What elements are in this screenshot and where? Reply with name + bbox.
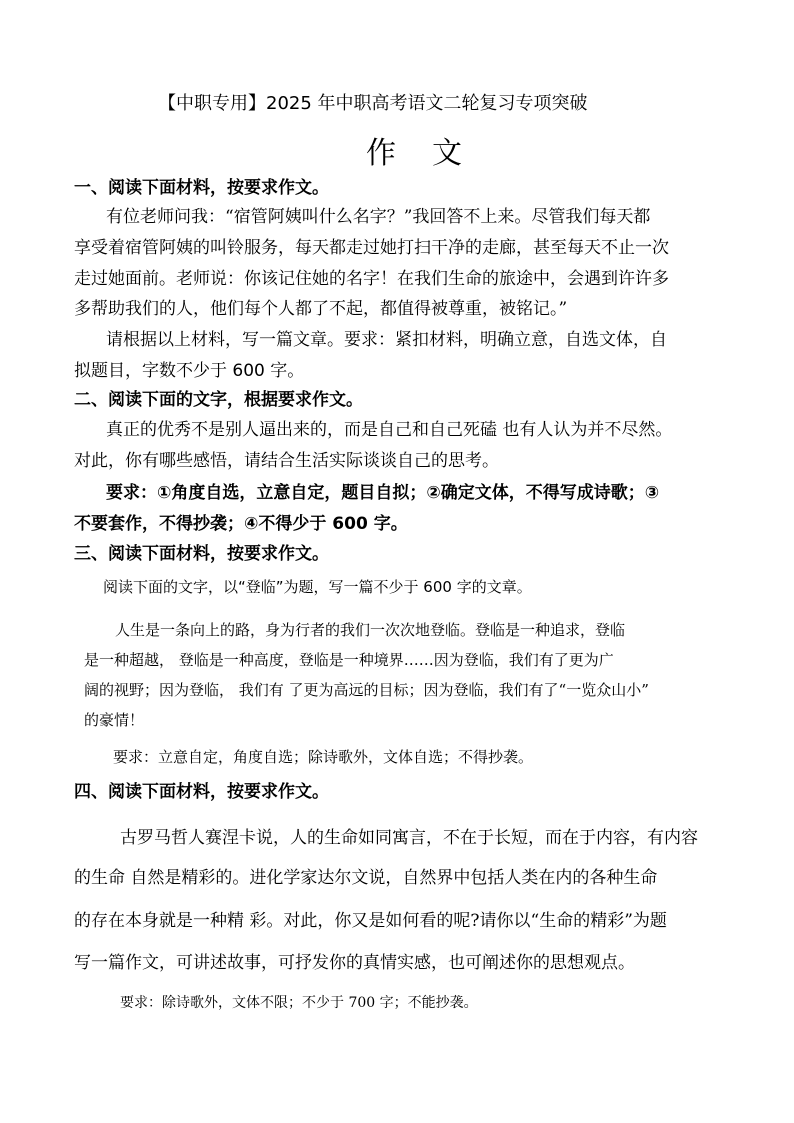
document-title: 【中职专用】2025 年中职高考语文二轮复习专项突破 <box>158 93 588 114</box>
section-4-line: 写一篇作文，可讲述故事，可抒发你的真情实感，也可阐述你的思想观点。 <box>74 953 635 973</box>
section-1-line: 多帮助我们的人，他们每个人都了不起，都值得被尊重，被铭记。” <box>74 299 568 319</box>
section-3-prompt: 阅读下面的文字，以“登临”为题，写一篇不少于 600 字的文章。 <box>103 578 532 596</box>
section-1-line: 享受着宿管阿姨的叫铃服务，每天都走过她打扫干净的走廊，甚至每天不止一次 <box>74 238 669 258</box>
section-4-requirement: 要求：除诗歌外，文体不限；不少于 700 字；不能抄袭。 <box>120 995 478 1011</box>
section-2-requirement: 要求：①角度自选，立意自定，题目自拟；②确定文体，不得写成诗歌；③ <box>106 483 660 503</box>
section-1-requirement: 请根据以上材料，写一篇文章。要求：紧扣材料，明确立意，自选文体，自 <box>106 330 667 350</box>
section-4-line: 古罗马哲人赛涅卡说，人的生命如同寓言，不在于长短，而在于内容，有内容 <box>120 828 698 848</box>
document-subtitle: 作文 <box>366 136 498 171</box>
section-1-requirement: 拟题目，字数不少于 600 字。 <box>74 361 305 381</box>
section-3-line: 阔的视野；因为登临， 我们有 了更为高远的目标；因为登临，我们有了“一览众山小” <box>84 681 649 699</box>
section-3-line: 人生是一条向上的路，身为行者的我们一次次地登临。登临是一种追求，登临 <box>115 621 626 639</box>
section-4-line: 的生命 自然是精彩的。进化学家达尔文说，自然界中包括人类在内的各种生命 <box>74 868 658 888</box>
section-3-heading: 三、阅读下面材料，按要求作文。 <box>74 544 329 564</box>
section-2-line: 真正的优秀不是别人逼出来的，而是自己和自己死磕 也有人认为并不尽然。 <box>106 420 673 440</box>
section-4-line: 的存在本身就是一种精 彩。对此，你又是如何看的呢?请你以“生命的精彩”为题 <box>74 911 667 931</box>
section-4-heading: 四、阅读下面材料，按要求作文。 <box>74 782 329 802</box>
section-3-requirement: 要求：立意自定，角度自选；除诗歌外，文体自选；不得抄袭。 <box>113 748 534 766</box>
section-1-line: 走过她面前。老师说：你该记住她的名字！在我们生命的旅途中，会遇到许许多 <box>74 269 669 289</box>
section-2-heading: 二、阅读下面的文字，根据要求作文。 <box>74 390 363 410</box>
section-3-line: 的豪情！ <box>84 711 145 729</box>
section-3-line: 是一种超越， 登临是一种高度，登临是一种境界……因为登临，我们有了更为广 <box>84 651 614 669</box>
section-1-heading: 一、阅读下面材料，按要求作文。 <box>74 178 329 198</box>
section-1-line: 有位老师问我：“宿管阿姨叫什么名字？”我回答不上来。尽管我们每天都 <box>106 207 651 227</box>
section-2-line: 对此，你有哪些感悟，请结合生活实际谈谈自己的思考。 <box>74 451 499 471</box>
section-2-requirement: 不要套作，不得抄袭；④不得少于 600 字。 <box>74 514 408 534</box>
